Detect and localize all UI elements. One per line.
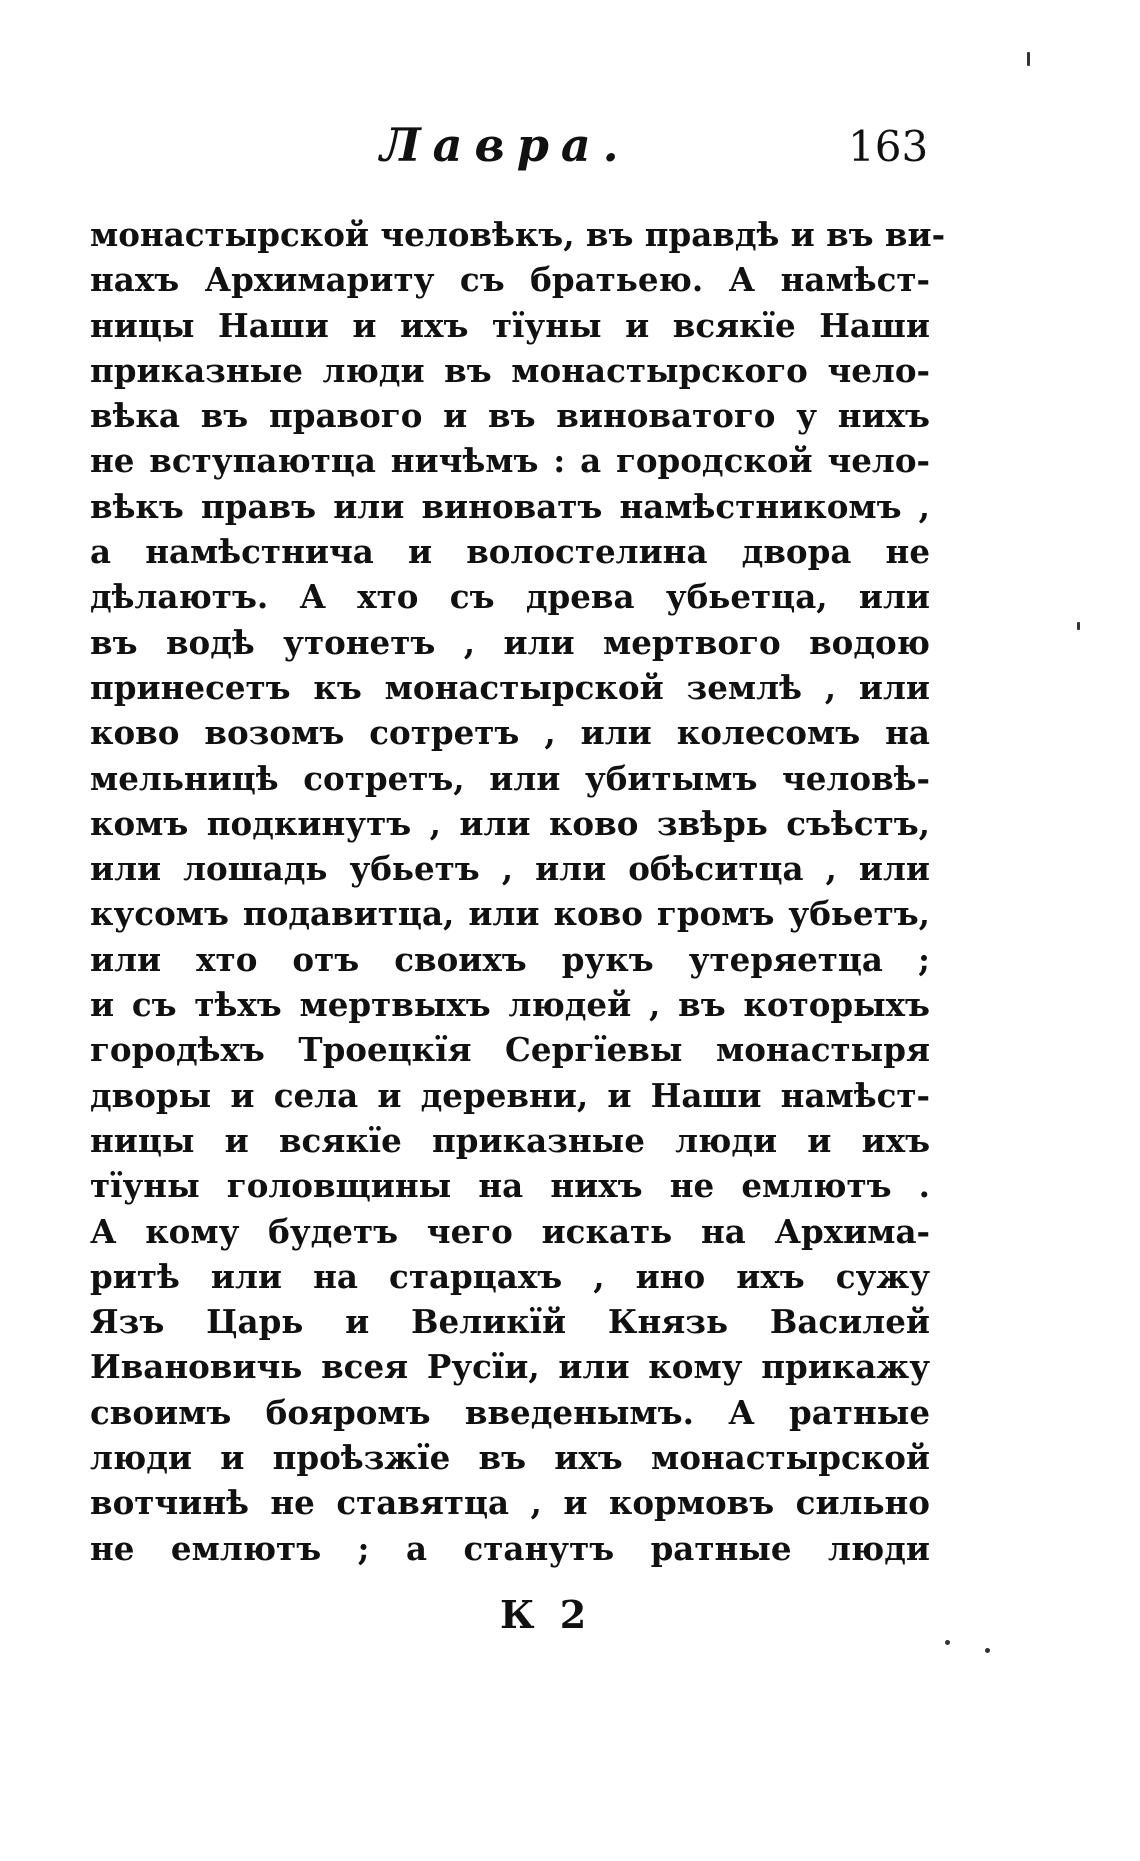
text-line: дѣлаютъ. А хто съ древа убьетца, или (90, 577, 930, 617)
text-line: дворы и села и деревни, и Наши намѣст- (90, 1075, 930, 1115)
text-line: Язъ Царь и Великїй Князь Василей (90, 1302, 930, 1342)
text-line: или хто отъ своихъ рукъ утеряетца ; (90, 939, 930, 979)
text-line: ницы Наши и ихъ тїуны и всякїе Наши (90, 305, 930, 345)
text-line: не вступаютца ничѣмъ : а городской чело- (90, 441, 930, 481)
text-line: вотчинѣ не ставятца , и кормовъ сильно (90, 1483, 930, 1523)
text-line: а намѣстнича и волостелина двора не (90, 532, 930, 572)
text-line: въ водѣ утонетъ , или мертвого водою (90, 622, 930, 662)
text-line: ково возомъ сотретъ , или колесомъ на (90, 713, 930, 753)
running-title: Лавра. (380, 118, 631, 172)
text-line: комъ подкинутъ , или ково звѣрь съѣстъ, (90, 803, 930, 843)
text-line: ритѣ или на старцахъ , ино ихъ сужу (90, 1256, 930, 1296)
signature-mark: К 2 (500, 1592, 593, 1637)
text-line: мельницѣ сотретъ, или убитымъ человѣ- (90, 758, 930, 798)
page-header (0, 118, 1140, 178)
text-line: кусомъ подавитца, или ково громъ убьетъ, (90, 894, 930, 934)
text-line: тїуны головщины на нихъ не емлютъ . (90, 1166, 930, 1206)
text-line: вѣкъ правъ или виноватъ намѣстникомъ , (90, 486, 930, 526)
body-text (90, 212, 946, 1571)
text-line: нахъ Архимариту съ братьею. А намѣст- (90, 260, 930, 300)
speck-mark (945, 1640, 950, 1645)
text-line: не емлютъ ; а станутъ ратные люди (90, 1528, 930, 1568)
text-line: люди и проѣзжїе въ ихъ монастырской (90, 1438, 930, 1478)
speck-mark (985, 1648, 990, 1653)
speck-mark (1077, 622, 1080, 630)
text-line: А кому будетъ чего искать на Архима- (90, 1211, 930, 1251)
page-number: 163 (848, 122, 929, 171)
text-line: и съ тѣхъ мертвыхъ людей , въ которыхъ (90, 985, 930, 1025)
text-line: принесетъ къ монастырской землѣ , или (90, 667, 930, 707)
speck-mark (1027, 52, 1030, 66)
text-line: городѣхъ Троецкїя Сергїевы монастыря (90, 1030, 930, 1070)
text-line: своимъ бояромъ введенымъ. А ратные (90, 1392, 930, 1432)
text-line: Ивановичь всея Русїи, или кому прикажу (90, 1347, 930, 1387)
text-line: или лошадь убьетъ , или обѣситца , или (90, 849, 930, 889)
text-line: вѣка въ правого и въ виноватого у нихъ (90, 396, 930, 436)
text-line: ницы и всякїе приказные люди и ихъ (90, 1120, 930, 1160)
text-line: приказные люди въ монастырского чело- (90, 350, 930, 390)
text-line: монастырской человѣкъ, въ правдѣ и въ ви- (90, 215, 946, 254)
